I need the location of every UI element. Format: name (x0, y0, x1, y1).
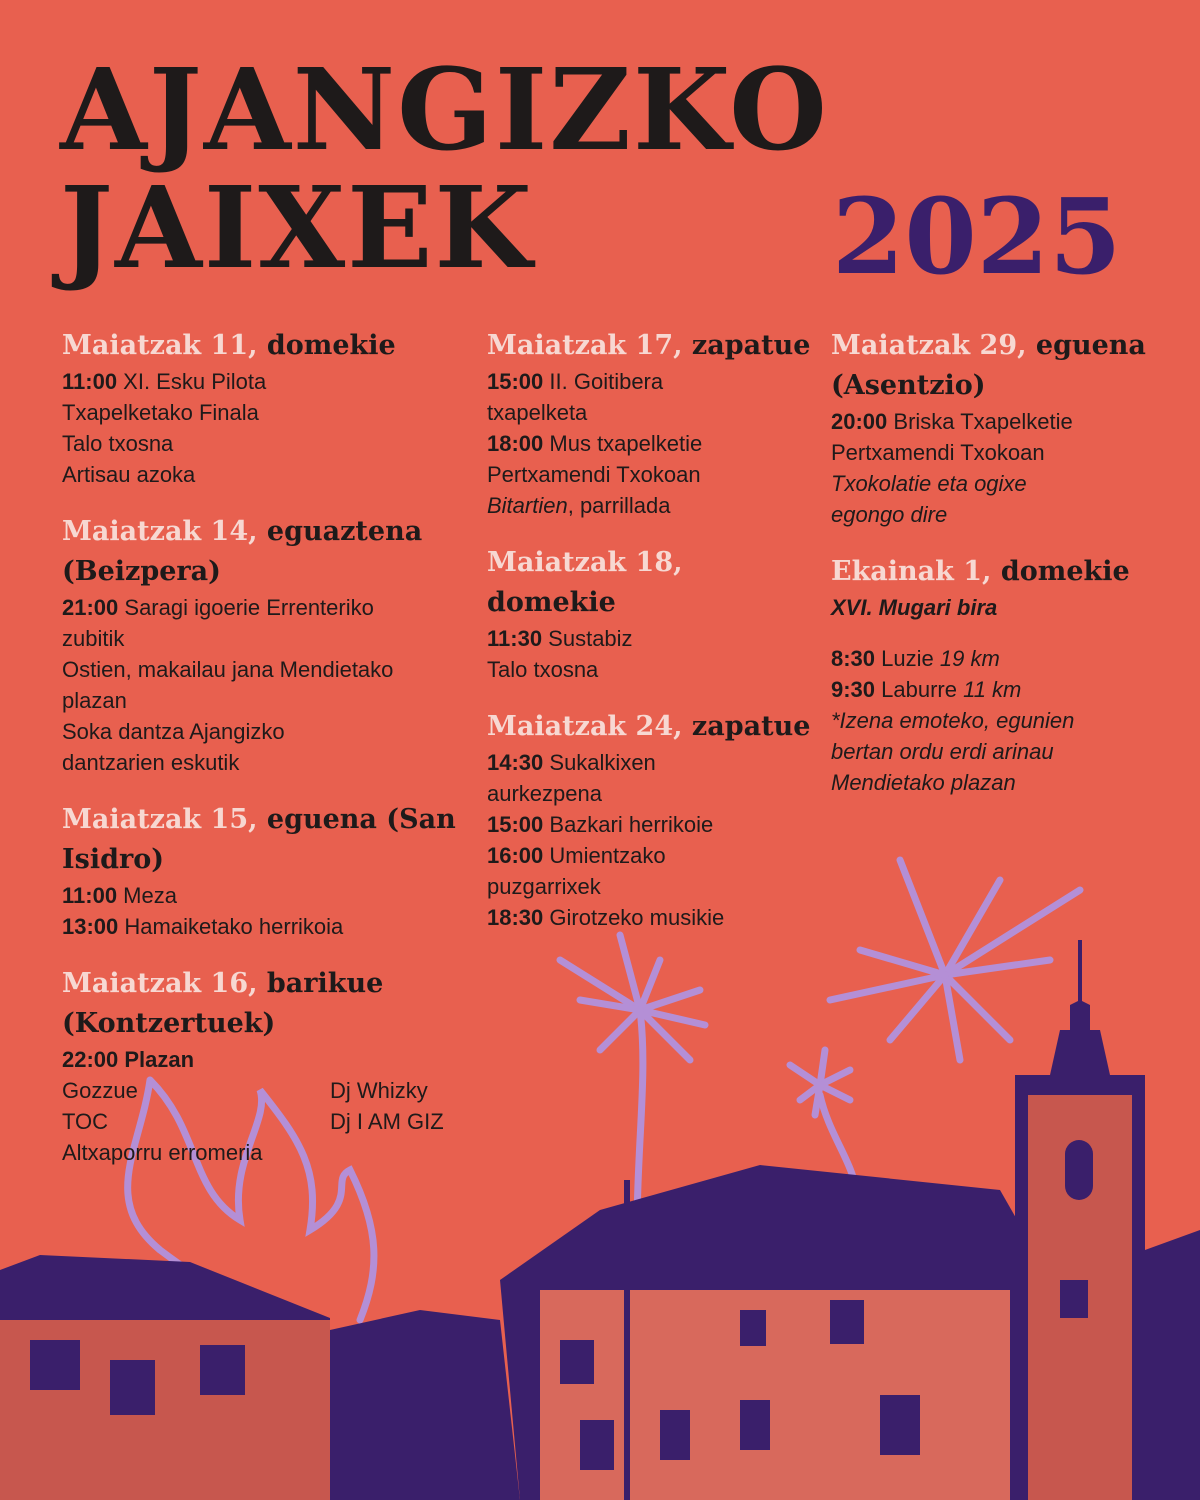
day-subheading: (Beizpera) (62, 556, 221, 587)
event-line: plazan (62, 688, 127, 713)
event-line (831, 643, 1161, 674)
event-line: Pertxamendi Txokoan (831, 440, 1045, 465)
event-time: 8:30 (831, 646, 876, 671)
event-time: 15:00 (487, 369, 544, 394)
day-weekday: zapatue (682, 711, 811, 742)
event-time: 11:00 (62, 369, 118, 394)
event-line (62, 592, 482, 623)
event-day-jun1 (831, 552, 1161, 798)
day-subheading: (Asentzio) (831, 370, 986, 401)
lineup-right (330, 1075, 444, 1137)
event-note: Mendietako plazan (831, 770, 1016, 795)
event-text: Meza (117, 883, 177, 908)
event-line: txapelketa (487, 400, 588, 425)
event-day-may17 (487, 326, 817, 521)
day-date: Maiatzak 15, (62, 804, 258, 835)
event-line (487, 428, 817, 459)
day-date: Maiatzak 24, (487, 711, 683, 742)
day-weekday: domekie (487, 587, 616, 618)
day-heading (62, 964, 482, 1004)
event-day-may14 (62, 512, 482, 778)
day-weekday: barikue (257, 968, 384, 999)
event-distance: 19 km (939, 646, 1000, 671)
day-heading (487, 543, 817, 623)
day-weekday: domekie (991, 556, 1130, 587)
day-heading (487, 326, 817, 366)
event-text: Hamaiketako herrikoia (118, 914, 344, 939)
event-text: II. Goitibera (543, 369, 664, 394)
day-heading (62, 512, 482, 552)
event-time: 20:00 (831, 409, 888, 434)
event-line: Talo txosna (487, 657, 599, 682)
event-line: egongo dire (831, 502, 948, 527)
day-heading (831, 326, 1161, 366)
schedule-column-3 (831, 326, 1161, 820)
event-distance: 11 km (963, 677, 1022, 702)
event-text: Umientzako (543, 843, 666, 868)
event-line: Altxaporru erromeria (62, 1140, 263, 1165)
festival-title (60, 45, 829, 294)
event-time: 16:00 (487, 843, 544, 868)
event-time: 13:00 (62, 914, 119, 939)
act-name: Gozzue (62, 1078, 138, 1103)
event-line: Artisau azoka (62, 462, 196, 487)
event-note: *Izena emoteko, egunien (831, 708, 1075, 733)
event-line: dantzarien eskutik (62, 750, 240, 775)
event-line (487, 366, 817, 397)
event-text: Mus txapelketie (543, 431, 703, 456)
event-line: puzgarrixek (487, 874, 601, 899)
event-line (831, 406, 1161, 437)
title-line-2: JAIXEK (60, 163, 534, 294)
day-heading (831, 552, 1161, 592)
day-weekday: domekie (257, 330, 396, 361)
event-time: 18:00 (487, 431, 544, 456)
act-name: TOC (62, 1109, 109, 1134)
event-day-may24 (487, 707, 817, 933)
event-time: 9:30 (831, 677, 876, 702)
day-date: Maiatzak 29, (831, 330, 1027, 361)
event-text: , parrillada (567, 493, 671, 518)
event-line: Txapelketako Finala (62, 400, 259, 425)
event-line (831, 674, 1161, 705)
day-heading (487, 707, 817, 747)
event-line: Soka dantza Ajangizko (62, 719, 285, 744)
event-line (62, 366, 482, 397)
event-time: 11:00 (62, 883, 118, 908)
event-line (487, 902, 817, 933)
schedule-column-2 (487, 326, 817, 955)
day-weekday: eguena (San (257, 804, 456, 835)
event-line (62, 1044, 482, 1075)
day-heading (62, 800, 482, 840)
event-day-may18 (487, 543, 817, 685)
day-weekday: zapatue (682, 330, 811, 361)
event-text: Sustabiz (542, 626, 633, 651)
concert-lineup (62, 1075, 482, 1137)
event-line: zubitik (62, 626, 125, 651)
event-text: Girotzeko musikie (543, 905, 725, 930)
event-day-may15 (62, 800, 482, 942)
event-day-may11 (62, 326, 482, 490)
event-text: Luzie (875, 646, 940, 671)
day-heading (62, 326, 482, 366)
festival-year: 2025 (832, 175, 1122, 298)
day-date: Maiatzak 17, (487, 330, 683, 361)
event-text: Laburre (875, 677, 964, 702)
event-text: Sukalkixen (543, 750, 656, 775)
event-time: 11:30 (487, 626, 543, 651)
day-subheading: Isidro) (62, 844, 164, 875)
event-time: 22:00 Plazan (62, 1047, 195, 1072)
event-time: 15:00 (487, 812, 544, 837)
event-line: Pertxamendi Txokoan (487, 462, 701, 487)
day-date: Maiatzak 18, (487, 547, 683, 578)
event-text: Briska Txapelketie (887, 409, 1073, 434)
event-line: Ostien, makailau jana Mendietako (62, 657, 394, 682)
act-name: Dj Whizky (330, 1078, 428, 1103)
event-note: bertan ordu erdi arinau (831, 739, 1054, 764)
event-day-may29 (831, 326, 1161, 530)
event-line: XVI. Mugari bira (831, 595, 998, 620)
event-line (487, 490, 817, 521)
event-line (62, 880, 482, 911)
day-date: Maiatzak 14, (62, 516, 258, 547)
day-date: Maiatzak 11, (62, 330, 258, 361)
event-line: aurkezpena (487, 781, 602, 806)
event-line (487, 809, 817, 840)
event-text: Saragi igoerie Errenteriko (118, 595, 374, 620)
event-text: XI. Esku Pilota (117, 369, 267, 394)
lineup-left (62, 1075, 330, 1137)
event-line (62, 911, 482, 942)
day-weekday: eguena (1026, 330, 1146, 361)
act-name: Dj I AM GIZ (330, 1109, 444, 1134)
event-line (487, 747, 817, 778)
event-text: Bazkari herrikoie (543, 812, 714, 837)
event-day-may16 (62, 964, 482, 1168)
day-weekday: eguaztena (257, 516, 423, 547)
event-time: 14:30 (487, 750, 544, 775)
event-line (487, 840, 817, 871)
title-line-1: AJANGIZKO (60, 45, 829, 176)
day-subheading: (Kontzertuek) (62, 1008, 276, 1039)
event-time: 21:00 (62, 595, 119, 620)
day-date: Ekainak 1, (831, 556, 992, 587)
event-line (487, 623, 817, 654)
event-line: Talo txosna (62, 431, 174, 456)
event-time: 18:30 (487, 905, 544, 930)
event-italic: Bitartien (487, 493, 568, 518)
day-date: Maiatzak 16, (62, 968, 258, 999)
event-line: Txokolatie eta ogixe (831, 471, 1027, 496)
schedule-column-1 (62, 326, 482, 1190)
